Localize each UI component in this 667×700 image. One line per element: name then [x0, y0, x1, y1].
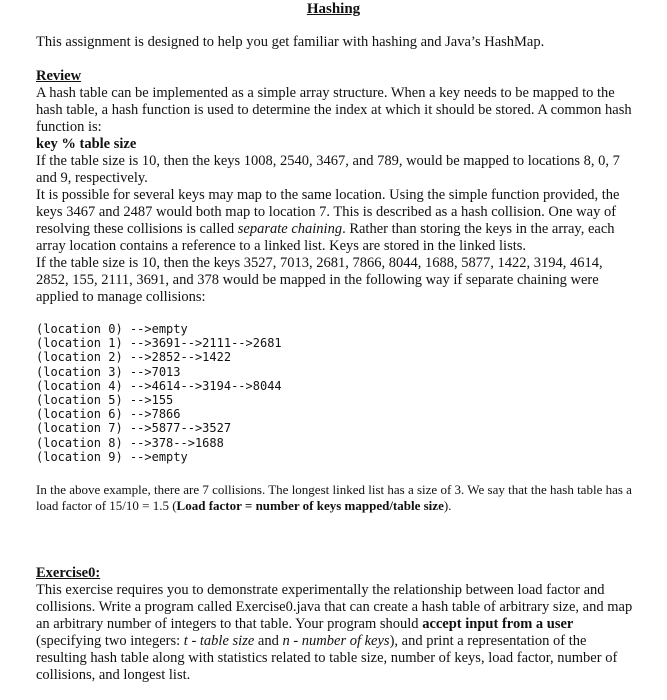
hash-table-code-block [36, 322, 282, 464]
hash-formula: key % table size [36, 136, 137, 152]
review-paragraph-3 [36, 187, 620, 254]
example-text: In the above example, there are 7 collisions. The longest linked list has a size of 3. We say that the hash table has a load factor of 15/10 = 1.5 ( [36, 482, 632, 513]
table-size-term: t - table size [183, 633, 255, 649]
code-line: (location 6) -->7866 [36, 407, 181, 422]
code-line: (location 8) -->378-->1688 [36, 435, 224, 450]
review-paragraph-3-end: . Rather than storing the keys in the array, each array location contains a reference to a linked list. Keys are stored in the linked lists. [36, 221, 615, 254]
code-line: (location 2) -->2852-->1422 [36, 350, 232, 365]
separate-chaining-term: separate chaining [237, 221, 343, 237]
number-of-keys-term: n - number of keys [282, 633, 390, 649]
example-paragraph [36, 482, 636, 514]
code-line: (location 5) -->155 [36, 393, 174, 408]
code-line: (location 4) -->4614-->3194-->8044 [36, 378, 282, 393]
review-paragraph-1: A hash table can be implemented as a simple array structure. When a key needs to be mapped to the hash table, a hash function is used to determine the index at which it should be stored. A common hash function is: [36, 85, 632, 135]
exercise-text-1: This exercise requires you to demonstrate experimentally the relationship between load factor and collisions. Write a program called Exercise0.java that can create a hash table of arbitrary size, and map an arbitrary number of integers to that table. Your program should [36, 582, 633, 632]
load-factor-definition: Load factor = number of keys mapped/table size [176, 498, 444, 513]
code-line: (location 3) -->7013 [36, 364, 181, 379]
code-line: (location 7) -->5877-->3527 [36, 421, 232, 436]
review-heading: Review [36, 68, 82, 84]
review-paragraph-3-start: It is possible for several keys may map to the same location. Using the simple function provided, the keys 3467 and 2487 would both map to location 7. This is described as a hash collision. One way of resolving these collisions is called [36, 187, 620, 237]
review-paragraph-2: If the table size is 10, then the keys 1008, 2540, 3467, and 789, would be mapped to locations 8, 0, 7 and 9, respectively. [36, 153, 620, 186]
code-line: (location 0) -->empty [36, 322, 188, 336]
exercise-text-3: and [254, 633, 283, 649]
review-paragraph-4: If the table size is 10, then the keys 3527, 7013, 2681, 7866, 8044, 1688, 5877, 1422, 3194, 4614, 2852, 155, 2111, 3691, and 378 would be mapped in the following way if separate chaining were applied to manage collisions: [36, 255, 603, 305]
code-line: (location 9) -->empty [36, 449, 188, 464]
exercise-text-4: ), and print a representation of the resulting hash table along with statistics related to table size, number of keys, load factor, number of collisions, and longest list. [36, 633, 618, 683]
exercise-section [36, 565, 636, 684]
page-title: Hashing [306, 1, 361, 17]
intro-paragraph: This assignment is designed to help you get familiar with hashing and Java’s HashMap. [36, 34, 545, 50]
exercise-heading: Exercise0: [36, 565, 101, 581]
exercise-text-2: (specifying two integers: [36, 633, 184, 649]
example-end: ). [443, 498, 452, 513]
code-line: (location 1) -->3691-->2111-->2681 [36, 336, 282, 351]
accept-input-phrase: accept input from a user [422, 616, 574, 632]
exercise-paragraph [36, 582, 632, 683]
review-section [36, 68, 636, 306]
